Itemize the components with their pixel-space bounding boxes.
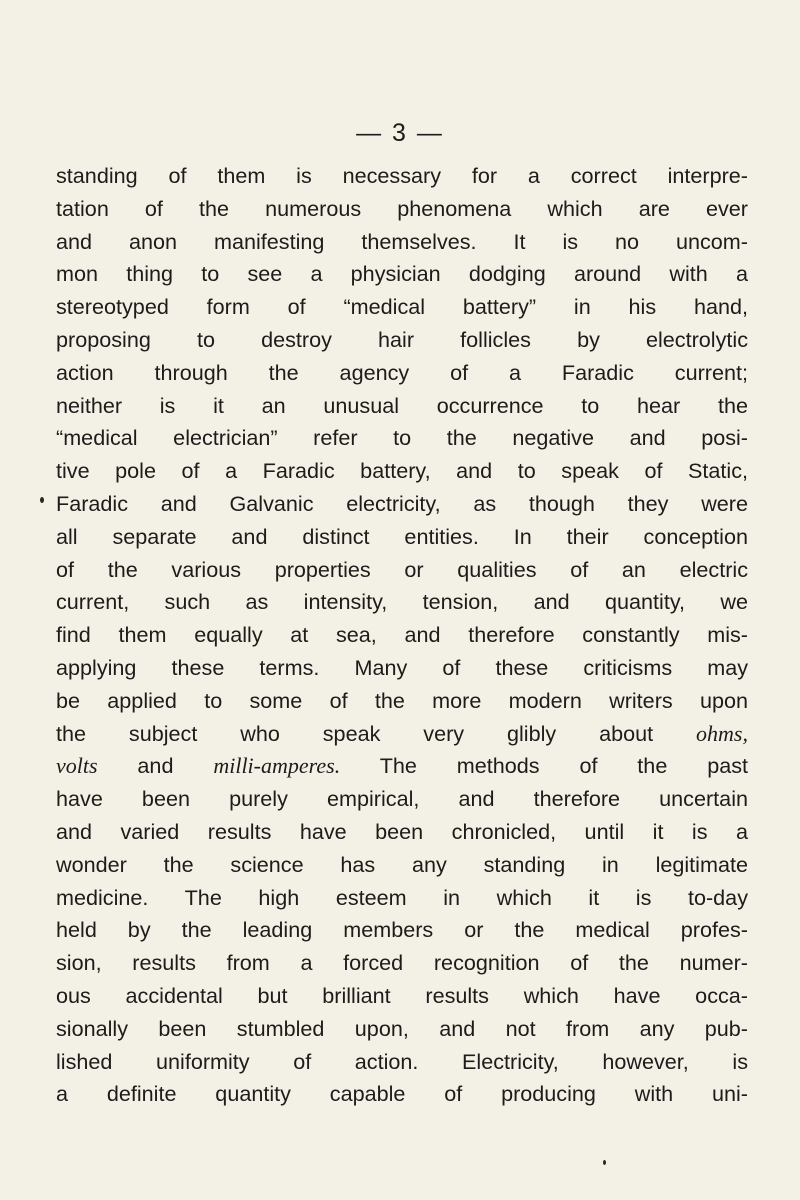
text-segment: mon thing to see a physician dodging around with a <box>56 261 748 287</box>
italic-term: milli-amperes. <box>213 753 341 779</box>
text-segment: tation of the numerous phenomena which are ever <box>56 195 748 221</box>
text-line <box>56 619 748 652</box>
page-number: — 3 — <box>356 119 444 147</box>
text-segment: medicine. The high esteem in which it is to-day <box>56 884 748 910</box>
text-segment: standing of them is necessary for a correct interpre- <box>56 163 748 188</box>
text-line <box>56 882 748 915</box>
text-segment: “medical electrician” refer to the negative and posi- <box>56 425 748 451</box>
text-segment: neither is it an unusual occurrence to hear the <box>56 392 748 418</box>
text-segment: find them equally at sea, and therefore constantly mis- <box>56 622 748 648</box>
text-line <box>56 455 748 488</box>
text-segment: tive pole of a Faradic battery, and to speak of Static, <box>56 458 748 484</box>
text-segment: all separate and distinct entities. In their conception <box>56 523 748 549</box>
text-line <box>56 422 748 455</box>
text-segment: applying these terms. Many of these criticisms may <box>56 654 748 680</box>
text-line <box>56 390 748 423</box>
text-line <box>56 685 748 718</box>
text-line <box>56 357 748 390</box>
text-segment: sion, results from a forced recognition of the numer- <box>56 950 748 976</box>
text-segment: The methods of the past <box>340 753 749 779</box>
text-segment: sionally been stumbled upon, and not from any pub- <box>56 1015 748 1041</box>
text-line <box>56 750 748 783</box>
text-line <box>56 291 748 324</box>
text-line <box>56 849 748 882</box>
text-segment: stereotyped form of “medical battery” in his hand, <box>56 294 748 320</box>
text-line <box>56 652 748 685</box>
text-line <box>56 1078 748 1111</box>
italic-term: ohms, <box>696 720 748 746</box>
text-line <box>56 258 748 291</box>
text-segment: wonder the science has any standing in legitimate <box>56 851 748 877</box>
body-text <box>56 160 748 1111</box>
text-line <box>56 586 748 619</box>
text-segment: and anon manifesting themselves. It is no uncom- <box>56 228 748 254</box>
text-line <box>56 783 748 816</box>
text-segment: and varied results have been chronicled, until it is a <box>56 818 748 844</box>
italic-term: volts <box>56 753 98 779</box>
text-line <box>56 914 748 947</box>
text-line <box>56 324 748 357</box>
text-line <box>56 160 748 193</box>
text-line <box>56 488 748 521</box>
text-line <box>56 816 748 849</box>
text-segment: ous accidental but brilliant results which have occa- <box>56 982 748 1008</box>
text-line <box>56 554 748 587</box>
text-segment: held by the leading members or the medical profes- <box>56 917 748 943</box>
text-segment: action through the agency of a Faradic current; <box>56 359 748 385</box>
text-segment: a definite quantity capable of producing with uni- <box>56 1081 748 1107</box>
text-segment: proposing to destroy hair follicles by electrolytic <box>56 326 748 352</box>
text-segment: current, such as intensity, tension, and quantity, we <box>56 589 748 615</box>
text-line <box>56 1046 748 1079</box>
text-line <box>56 521 748 554</box>
text-segment: Faradic and Galvanic electricity, as though they were <box>56 490 748 516</box>
text-line <box>56 718 748 751</box>
text-line <box>56 980 748 1013</box>
text-segment: and <box>97 753 214 779</box>
text-segment: of the various properties or qualities of an electric <box>56 556 748 582</box>
ink-speck-mark <box>40 497 44 503</box>
text-segment: lished uniformity of action. Electricity, however, is <box>56 1048 748 1074</box>
text-segment: be applied to some of the more modern writers upon <box>56 687 748 713</box>
ink-speck-mark <box>603 1160 606 1165</box>
text-line <box>56 226 748 259</box>
text-line <box>56 1013 748 1046</box>
text-segment: the subject who speak very glibly about <box>56 720 697 746</box>
text-line <box>56 947 748 980</box>
text-line <box>56 193 748 226</box>
text-segment: have been purely empirical, and therefore uncertain <box>56 786 748 812</box>
